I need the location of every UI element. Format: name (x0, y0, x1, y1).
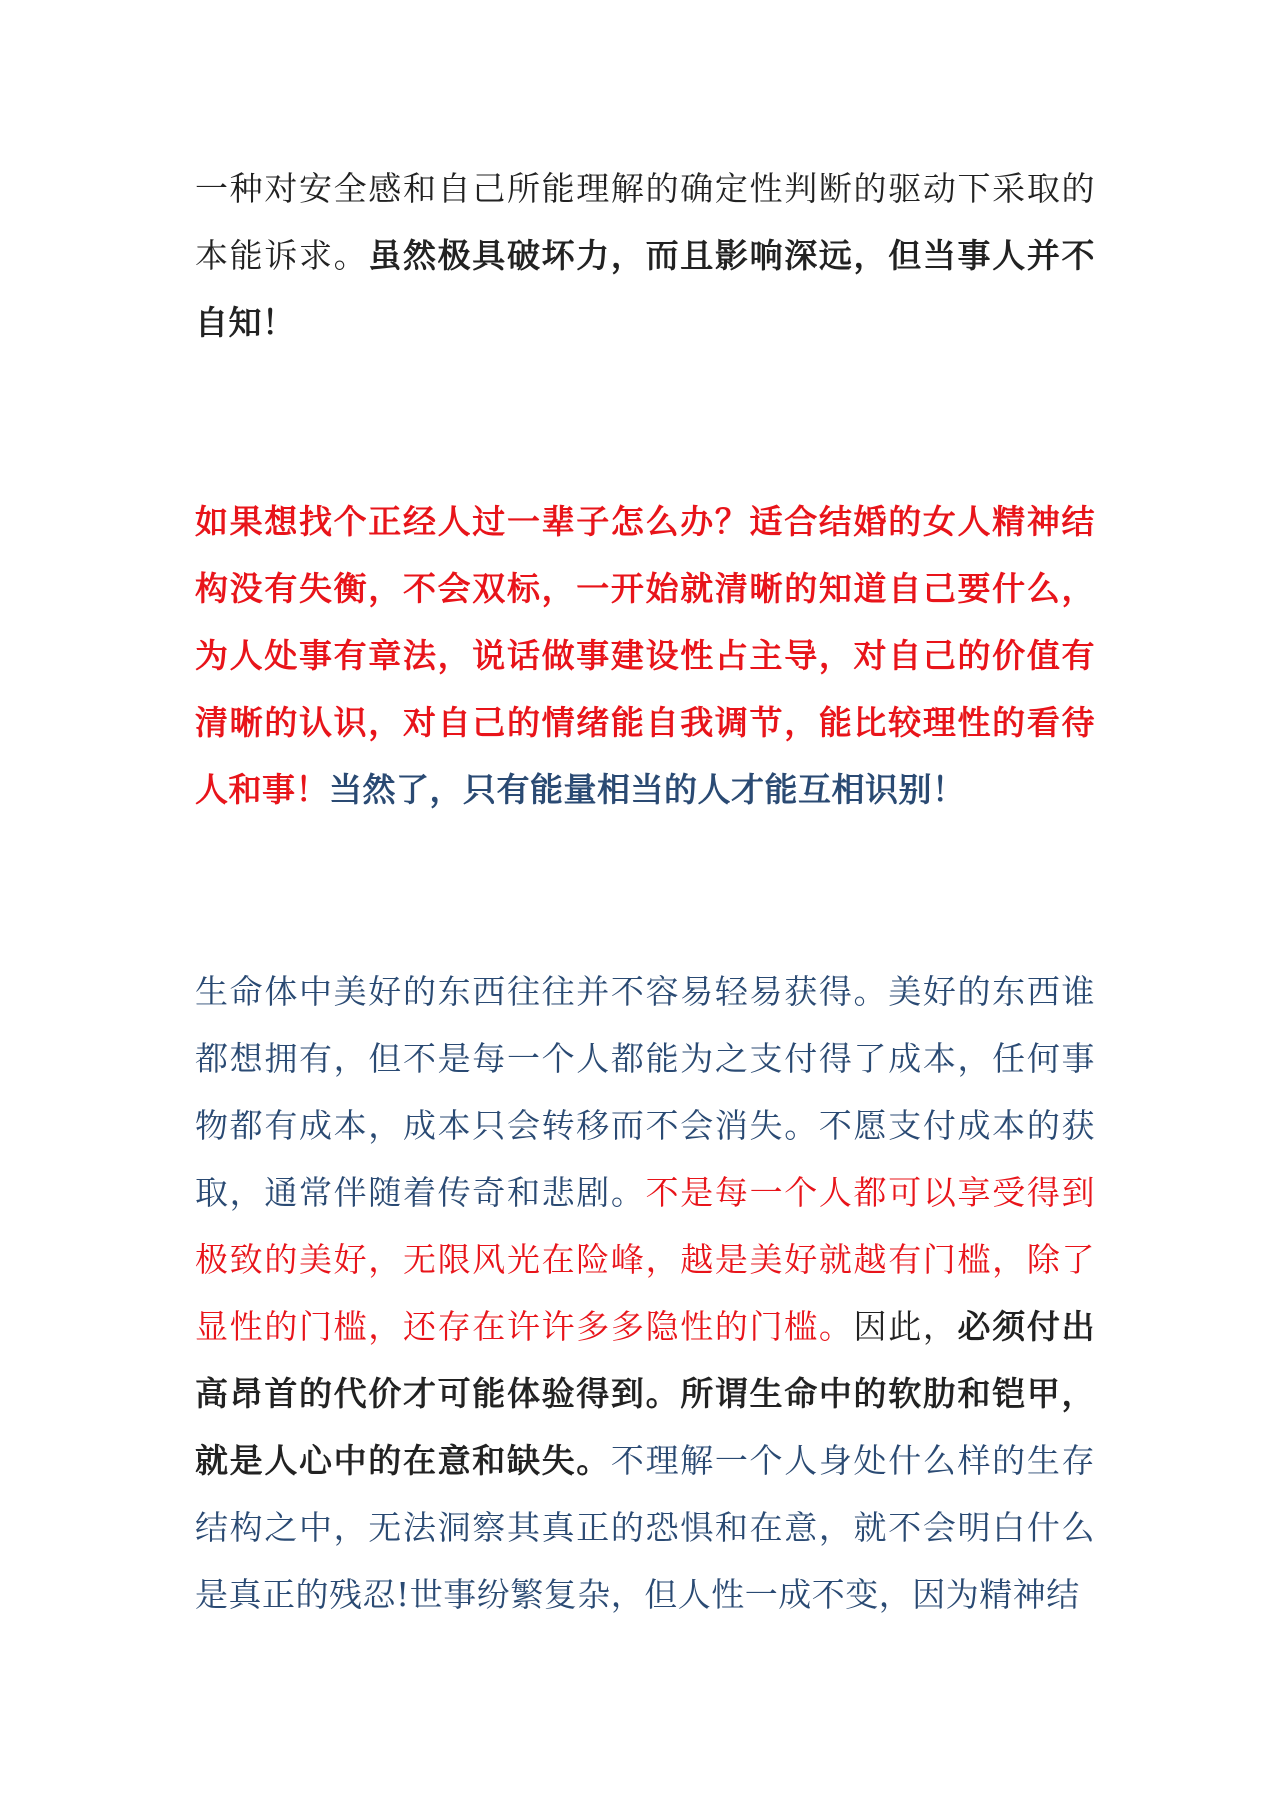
text-segment-red: 不是每一个人都可以享受得到极致的美好，无限风光在险峰，越是美好就越有门槛，除了显性的门槛，还存在许许多多隐性的门槛。 (195, 1173, 1096, 1346)
paragraph-3 (195, 958, 1095, 1628)
text-segment-red-bold: 如果想找个正经人过一辈子怎么办？适合结婚的女人精神结构没有失衡，不会双标，一开始就清晰的知道自己要什么，为人处事有章法，说话做事建设性占主导，对自己的价值有清晰的认识，对自己的情绪能自我调节，能比较理性的看待人和事！ (195, 502, 1095, 809)
text-segment-bold: 必须付出高昂首的代价才可能体验得到。所谓生命中的软肋和铠甲，就是人心中的在意和缺失。 (195, 1307, 1096, 1480)
paragraph-2 (195, 488, 1095, 823)
text-segment-blue: 不理解一个人身处什么样的生存结构之中，无法洞察其真正的恐惧和在意，就不会明白什么是真正的残忍!世事纷繁复杂，但人性一成不变，因为精神结 (195, 1441, 1096, 1614)
text-segment: 因此， (853, 1307, 958, 1346)
text-segment-blue-bold: 当然了，只有能量相当的人才能互相识别！ (329, 770, 966, 809)
paragraph-1 (195, 155, 1095, 356)
text-segment-bold: 虽然极具破坏力，而且影响深远，但当事人并不自知！ (195, 236, 1096, 342)
text-segment-blue: 生命体中美好的东西往往并不容易轻易获得。美好的东西谁都想拥有，但不是每一个人都能为之支付得了成本，任何事物都有成本，成本只会转移而不会消失。不愿支付成本的获取，通常伴随着传奇和悲剧。 (195, 972, 1095, 1212)
text-segment: 一种对安全感和自己所能理解的确定性判断的驱动下采取的本能诉求。 (195, 169, 1095, 275)
